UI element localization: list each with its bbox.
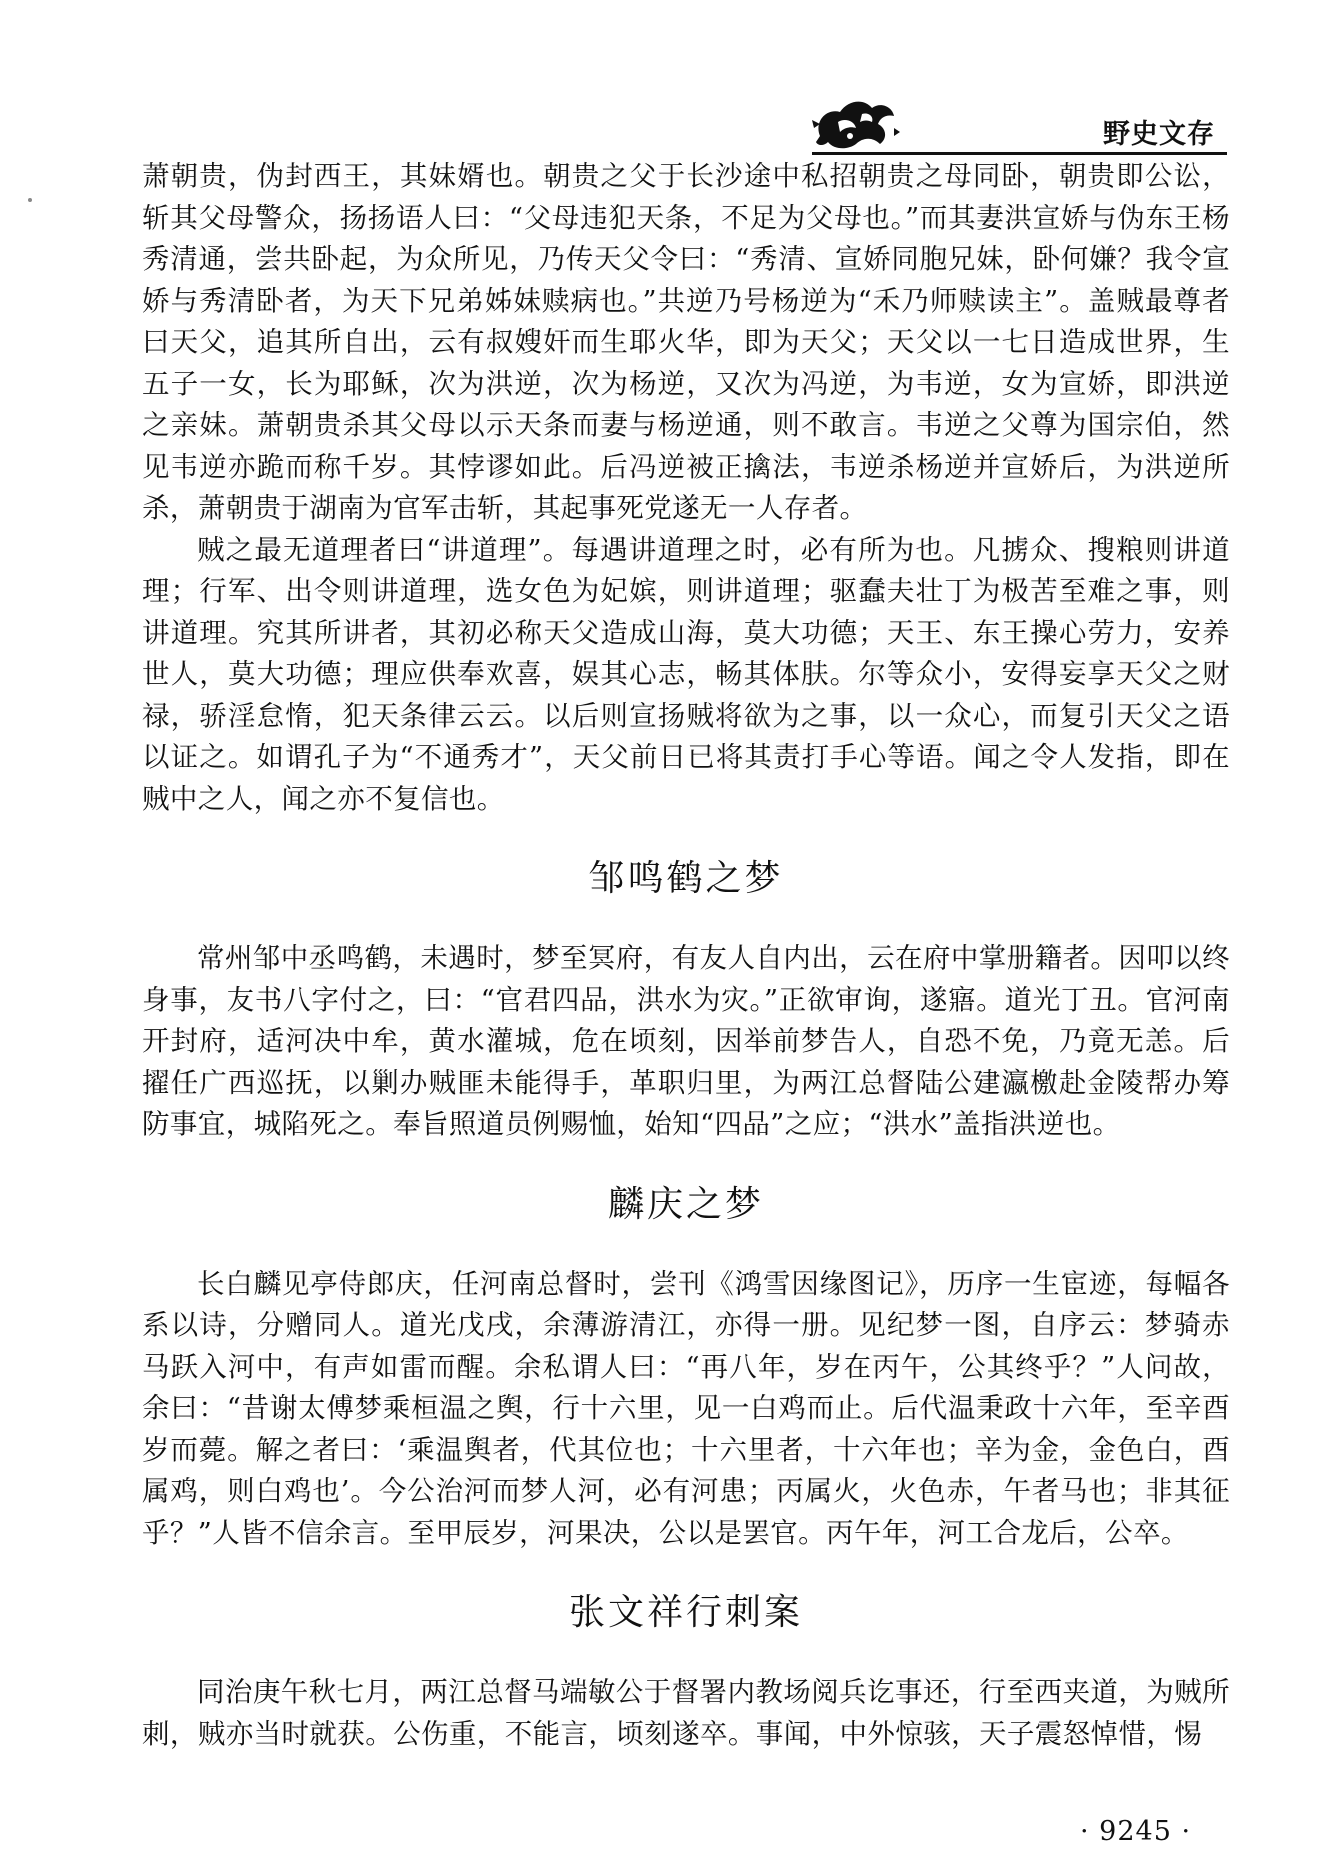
section-title: 麟庆之梦 <box>607 1183 764 1225</box>
header-rule <box>812 152 1227 155</box>
journal-title: 野史文存 <box>1103 119 1215 150</box>
scan-speck <box>28 198 32 202</box>
article-body <box>142 156 1230 1755</box>
section-title: 邹鸣鹤之梦 <box>588 858 784 899</box>
page-number: · 9245 · <box>1080 1816 1192 1847</box>
section-title: 张文祥行刺案 <box>568 1592 803 1633</box>
paragraph: 贼之最无道理者曰“讲道理”。每遇讲道理之时，必有所为也。凡掳众、搜粮则讲道理；行军、出令则讲道理，选女色为妃嫔，则讲道理；驱蠢夫壮丁为极苦至难之事，则讲道理。究其所讲者，其初必称天父造成山海，莫大功德；天王、东王操心劳力，安养世人，莫大功德；理应供奉欢喜，娱其心志，畅其体肤。尔等众小，安得妄享天父之财禄，骄淫怠惰，犯天条律云云。以后则宣扬贼将欲为之事，以一众心，而复引天父之语以证之。如谓孔子为“不通秀才”，天父前日已将其责打手心等语。闻之令人发指，即在贼中之人，闻之亦不复信也。 <box>142 533 1230 815</box>
paragraph: 常州邹中丞鸣鹤，未遇时，梦至冥府，有友人自内出，云在府中掌册籍者。因叩以终身事，友书八字付之，曰：“官君四品，洪水为灾。”正欲审询，遂寤。道光丁丑。官河南开封府，适河决中牟，黄水灌城，危在顷刻，因举前梦告人，自恐不免，乃竟无恙。后擢任广西巡抚，以剿办贼匪未能得手，革职归里，为两江总督陆公建瀛檄赴金陵帮办筹防事宜，城陷死之。奉旨照道员例赐恤，始知“四品”之应；“洪水”盖指洪逆也。 <box>142 942 1230 1140</box>
paragraph: 萧朝贵，伪封西王，其妹婿也。朝贵之父于长沙途中私招朝贵之母同卧，朝贵即公讼，斩其父母警众，扬扬语人曰：“父母违犯天条，不足为父母也。”而其妻洪宣娇与伪东王杨秀清通，尝共卧起，为众所见，乃传天父令曰：“秀清、宣娇同胞兄妹，卧何嫌？我令宣娇与秀清卧者，为天下兄弟姊妹赎病也。”共逆乃号杨逆为“禾乃师赎读主”。盖贼最尊者曰天父，追其所自出，云有叔嫂奸而生耶火华，即为天父；天父以一七日造成世界，生五子一女，长为耶稣，次为洪逆，次为杨逆，又次为冯逆，为韦逆，女为宣娇，即洪逆之亲妹。萧朝贵杀其父母以示天条而妻与杨逆通，则不敢言。韦逆之父尊为国宗伯，然见韦逆亦跪而称千岁。其悖谬如此。后冯逆被正擒法，韦逆杀杨逆并宣娇后，为洪逆所杀，萧朝贵于湖南为官军击斩，其起事死党遂无一人存者。 <box>142 160 1230 524</box>
paragraph: 长白麟见亭侍郎庆，任河南总督时，尝刊《鸿雪因缘图记》，历序一生宦迹，每幅各系以诗，分赠同人。道光戊戌，余薄游清江，亦得一册。见纪梦一图，自序云：梦骑赤马跃入河中，有声如雷而醒。余私谓人曰：“再八年，岁在丙午，公其终乎？”人问故，余曰：“昔谢太傅梦乘桓温之舆，行十六里，见一白鸡而止。后代温秉政十六年，至辛酉岁而薨。解之者曰：‘乘温舆者，代其位也；十六里者，十六年也；辛为金，金色白，酉属鸡，则白鸡也’。今公治河而梦人河，必有河患；丙属火，火色赤，午者马也；非其征乎？”人皆不信余言。至甲辰岁，河果决，公以是罢官。丙午年，河工合龙后，公卒。 <box>142 1267 1230 1549</box>
paragraph: 同治庚午秋七月，两江总督马端敏公于督署内教场阅兵讫事还，行至西夹道，为贼所刺，贼亦当时就获。公伤重，不能言，顷刻遂卒。事闻，中外惊骇，天子震怒悼惜，惕 <box>142 1676 1230 1750</box>
dragon-icon <box>810 92 900 154</box>
